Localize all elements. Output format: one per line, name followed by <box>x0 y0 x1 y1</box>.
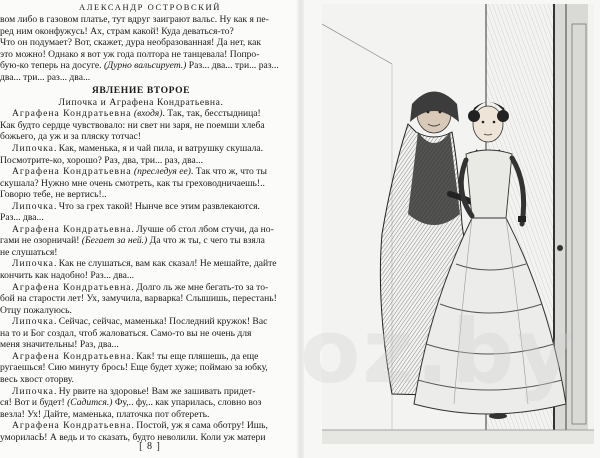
text-line <box>0 258 282 270</box>
speaker-name: Липочка <box>12 258 54 270</box>
speaker-name: Аграфена Кондратьевна <box>12 223 132 235</box>
text-segment: весь хвост оторву. <box>0 373 74 385</box>
play-text <box>0 14 282 443</box>
text-segment: ред ним оконфужусь! Ах, страм какой! Куда деваться-то? <box>0 25 234 37</box>
text-line <box>0 420 282 432</box>
text-line <box>0 49 282 61</box>
text-line <box>0 131 282 143</box>
stage-direction: (Бегает за ней.) <box>81 235 148 247</box>
text-segment: Что он подумает? Вот, скажет, дура необразованная! Да нет, как <box>0 37 262 49</box>
text-segment: Липочка и Аграфена Кондратьевна. <box>58 96 224 108</box>
text-segment: Фу,.. фу,.. как упарилась, словно воз <box>112 397 262 409</box>
text-segment: два... три... раз... два... <box>0 71 91 83</box>
speaker-name: Аграфена Кондратьевна <box>12 420 132 432</box>
text-line <box>0 270 282 282</box>
speaker-name: Липочка <box>12 143 54 155</box>
text-segment: . Как! ты еще пляшешь, да еще <box>131 350 259 362</box>
speaker-name: Аграфена Кондратьевна <box>12 166 132 178</box>
text-line <box>0 293 282 305</box>
text-line <box>0 166 282 178</box>
text-line <box>0 224 282 236</box>
text-segment: умориласЬ! А ведь и то сказать, будто неволили. Коли уж матери <box>0 431 266 443</box>
stage-direction: (входя) <box>133 108 163 120</box>
stage-direction: (преследуя ее) <box>133 166 191 178</box>
text-segment: . Сейчас, сейчас, маменька! Последний кружок! Вас <box>53 316 268 328</box>
scene-heading <box>0 85 282 97</box>
text-segment: . Так что ж, что ты <box>190 166 267 178</box>
text-segment: божьего, да уж и за пляску тотчас! <box>0 131 141 143</box>
text-segment: кончить как надобно! Раз... два... <box>0 270 135 282</box>
text-segment: ЯВЛЕНИЕ ВТОРОЕ <box>91 85 191 97</box>
text-line <box>0 351 282 363</box>
text-line <box>0 201 282 213</box>
text-segment: это можно! Однако я вот уж года полтора не танцевала! Попро- <box>0 48 260 60</box>
speaker-name: Аграфена Кондратьевна <box>12 281 132 293</box>
text-segment: . Что за грех такой! Нынче все этим развлекаются. <box>53 200 260 212</box>
text-segment: бой на старости лет! Ух, замучила, варварка! Слышишь, перестань! <box>0 293 277 305</box>
text-line <box>0 108 282 120</box>
text-line <box>0 72 282 84</box>
text-line <box>0 37 282 49</box>
text-segment: вом либо в газовом платье, тут вдруг заиграют вальс. Ну как я пе- <box>0 14 269 25</box>
text-segment: везла! Ух! Дайте, маменька, платочка пот обтереть. <box>0 408 210 420</box>
text-line <box>0 14 282 26</box>
text-line <box>0 155 282 167</box>
text-line <box>0 143 282 155</box>
text-line <box>0 328 282 340</box>
text-segment: Раз... два... <box>0 212 44 224</box>
page-number: [ 8 ] <box>139 441 161 452</box>
text-line <box>0 305 282 317</box>
text-segment: на то и Бог создал, чтоб жаловаться. Само-то вы не очень для <box>0 327 252 339</box>
speaker-name: Липочка <box>12 385 54 397</box>
cast-list <box>0 97 282 109</box>
text-line <box>0 178 282 190</box>
text-segment: бую-ко теперь на досуге. <box>0 60 104 72</box>
text-segment: . Ну рвите на здоровье! Вам же зашивать придет- <box>53 385 256 397</box>
text-line <box>0 120 282 132</box>
text-line <box>0 409 282 421</box>
text-segment: скушала? Нужно мне очень смотреть, как ты греховодничаешь!.. <box>0 177 265 189</box>
text-line <box>0 247 282 259</box>
text-segment: гами не озорничай! <box>0 235 82 247</box>
stage-direction: (Дурно вальсирует.) <box>103 60 187 72</box>
text-line <box>0 26 282 38</box>
text-segment: Посмотрите-ко, хорошо? Раз, два, три... раз, два... <box>0 154 204 166</box>
text-segment: Говорю тебе, не вертись!.. <box>0 189 107 201</box>
text-line <box>0 386 282 398</box>
text-segment: . Долго ль же мне бегать-то за то- <box>131 281 269 293</box>
text-line <box>0 362 282 374</box>
text-line <box>0 339 282 351</box>
text-segment: . Лучше об стол лбом стучи, да но- <box>131 223 274 235</box>
text-segment: Отцу пожалуюсь. <box>0 304 72 316</box>
text-segment: не слушаться! <box>0 246 58 258</box>
text-line <box>0 189 282 201</box>
stage-direction: (Садится.) <box>67 397 113 409</box>
text-line <box>0 397 282 409</box>
text-segment: . Так, так, бесстыдница! <box>162 108 261 120</box>
speaker-name: Липочка <box>12 200 54 212</box>
text-line <box>0 60 282 72</box>
speaker-name: Аграфена Кондратьевна <box>12 350 132 362</box>
speaker-name: Липочка <box>12 316 54 328</box>
text-segment: . Как, маменька, я и чай пила, и ватрушку скушала. <box>53 143 264 155</box>
text-line <box>0 212 282 224</box>
text-segment: Как будто сердце чувствовало: ни свет ни заря, не поемши хлеба <box>0 119 265 131</box>
text-line <box>0 316 282 328</box>
engraving-two-women-icon <box>322 4 594 444</box>
watermark: oz.by <box>300 300 576 403</box>
text-segment: Да что ж ты, с чего ты взяла <box>147 235 265 247</box>
text-segment: меня значительны! Раз, два... <box>0 339 119 351</box>
text-line <box>0 282 282 294</box>
text-segment: . Как не слушаться, вам как сказал! Не мешайте, дайте <box>53 258 277 270</box>
text-line <box>0 374 282 386</box>
running-head: АЛЕКСАНДР ОСТРОВСКИЙ <box>78 2 222 12</box>
speaker-name: Аграфена Кондратьевна <box>12 108 132 120</box>
text-segment: Раз... два... три... раз... <box>186 60 279 72</box>
text-segment: ся! Вот и будет! <box>0 397 68 409</box>
text-line <box>0 235 282 247</box>
text-segment: . Постой, уж я сама оботру! Ишь, <box>131 420 268 432</box>
text-segment: ругаешься! Сию минуту брось! Еще будет хуже; поймаю за юбку, <box>0 362 268 374</box>
